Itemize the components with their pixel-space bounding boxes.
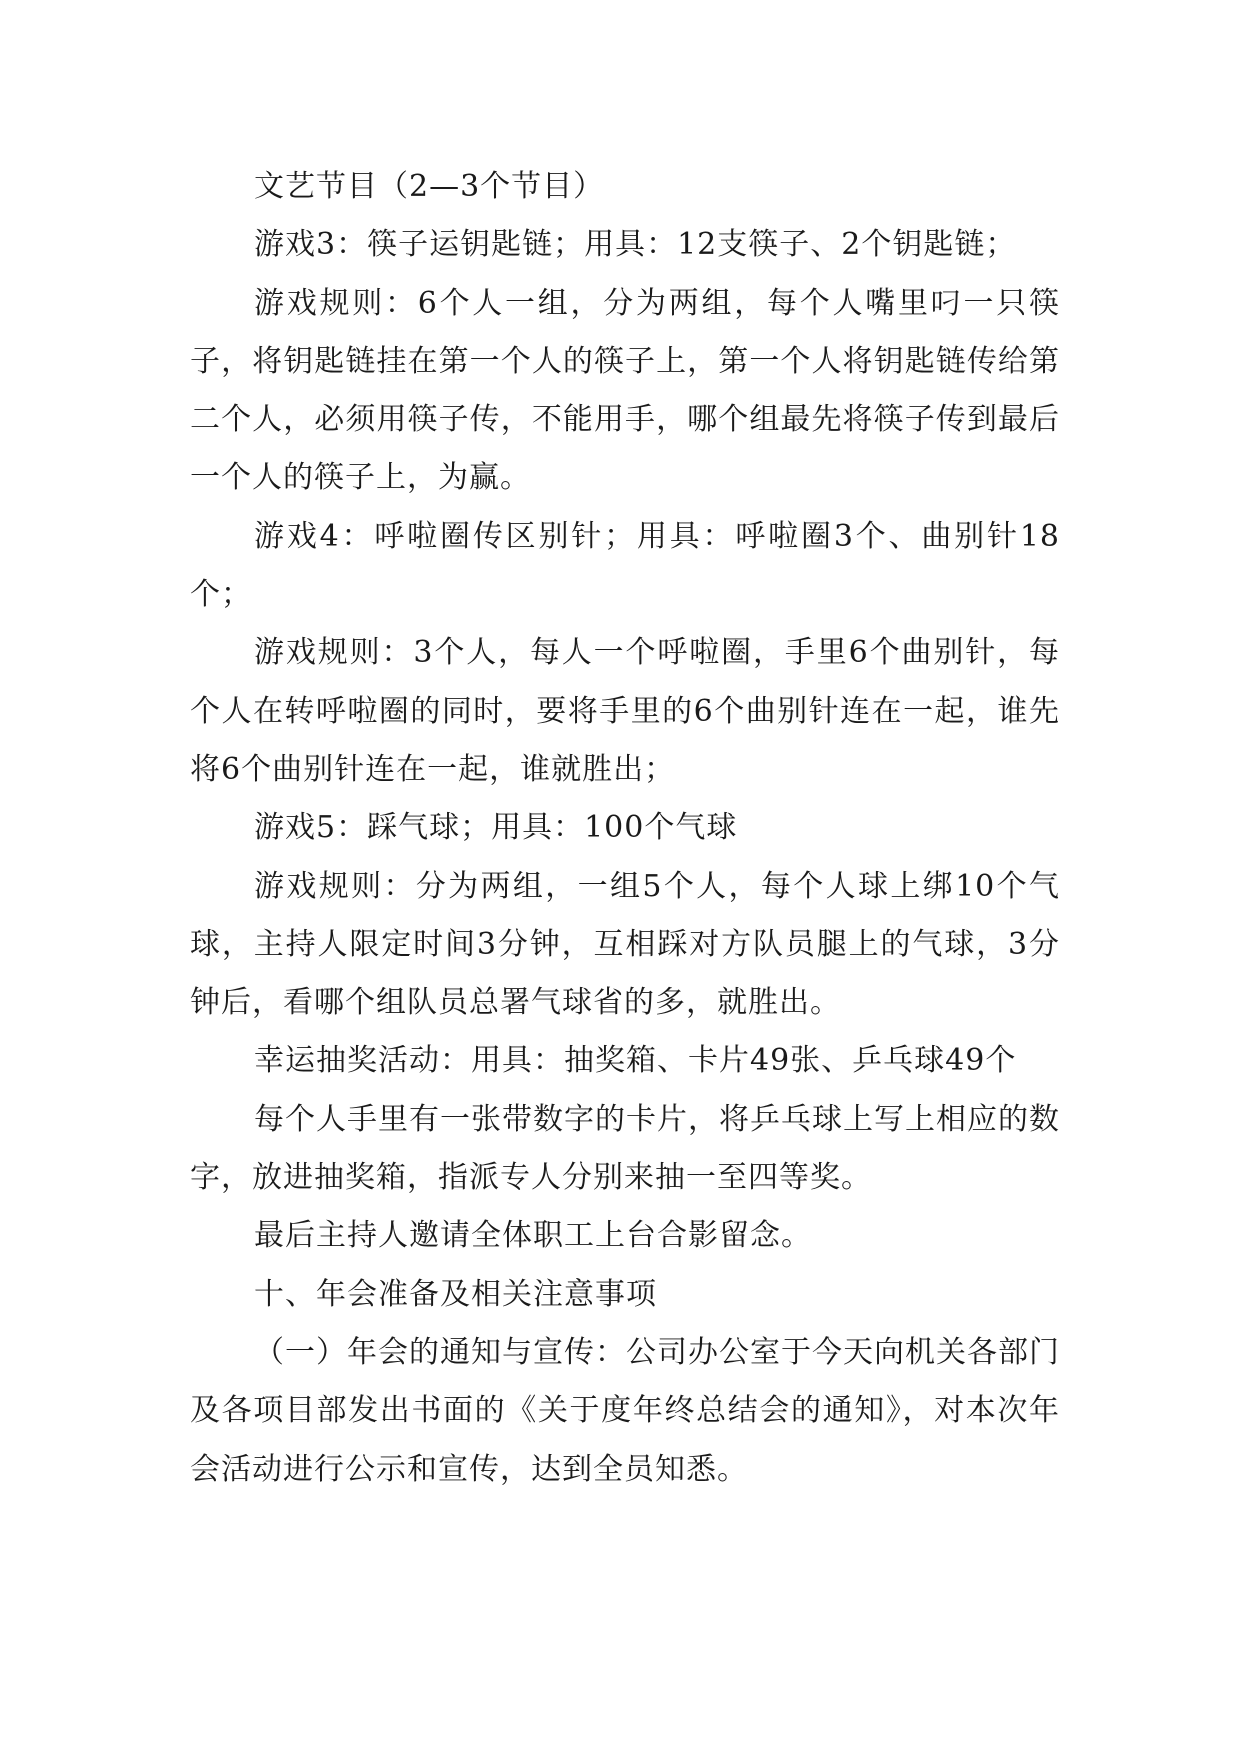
paragraph-game5-rules: 游戏规则：分为两组，一组5个人，每个人球上绑10个气球，主持人限定时间3分钟，互相踩对方队员腿上的气球，3分钟后，看哪个组队员总署气球省的多，就胜出。 <box>190 868 1060 1021</box>
paragraph-game4-rules: 游戏规则：3个人，每人一个呼啦圈，手里6个曲别针，每个人在转呼啦圈的同时，要将手里的6个曲别针连在一起，谁先将6个曲别针连在一起，谁就胜出； <box>190 635 1060 787</box>
paragraph-lottery-rules: 每个人手里有一张带数字的卡片，将乒乓球上写上相应的数字，放进抽奖箱，指派专人分别来抽一至四等奖。 <box>190 1101 1060 1196</box>
paragraph-game3-rules: 游戏规则：6个人一组，分为两组，每个人嘴里叼一只筷子，将钥匙链挂在第一个人的筷子上，第一个人将钥匙链传给第二个人，必须用筷子传，不能用手，哪个组最先将筷子传到最后一个人的筷子上，为赢。 <box>190 285 1060 496</box>
section-heading-preparation: 十、年会准备及相关注意事项 <box>254 1276 657 1312</box>
paragraph-program: 文艺节目（2—3个节目） <box>254 169 605 204</box>
paragraph-game3: 游戏3：筷子运钥匙链；用具：12支筷子、2个钥匙链； <box>254 227 1017 263</box>
paragraph-group-photo: 最后主持人邀请全体职工上台合影留念。 <box>254 1218 812 1254</box>
paragraph-game5: 游戏5：踩气球；用具：100个气球 <box>254 810 738 846</box>
paragraph-notice: （一）年会的通知与宣传：公司办公室于今天向机关各部门及各项目部发出书面的《关于度年终总结会的通知》，对本次年会活动进行公示和宣传，达到全员知悉。 <box>190 1334 1060 1487</box>
paragraph-game4: 游戏4：呼啦圈传区别针；用具：呼啦圈3个、曲别针18个； <box>190 518 1060 613</box>
paragraph-lottery: 幸运抽奖活动：用具：抽奖箱、卡片49张、乒乓球49个 <box>254 1043 1017 1079</box>
document-body <box>190 158 1060 1499</box>
